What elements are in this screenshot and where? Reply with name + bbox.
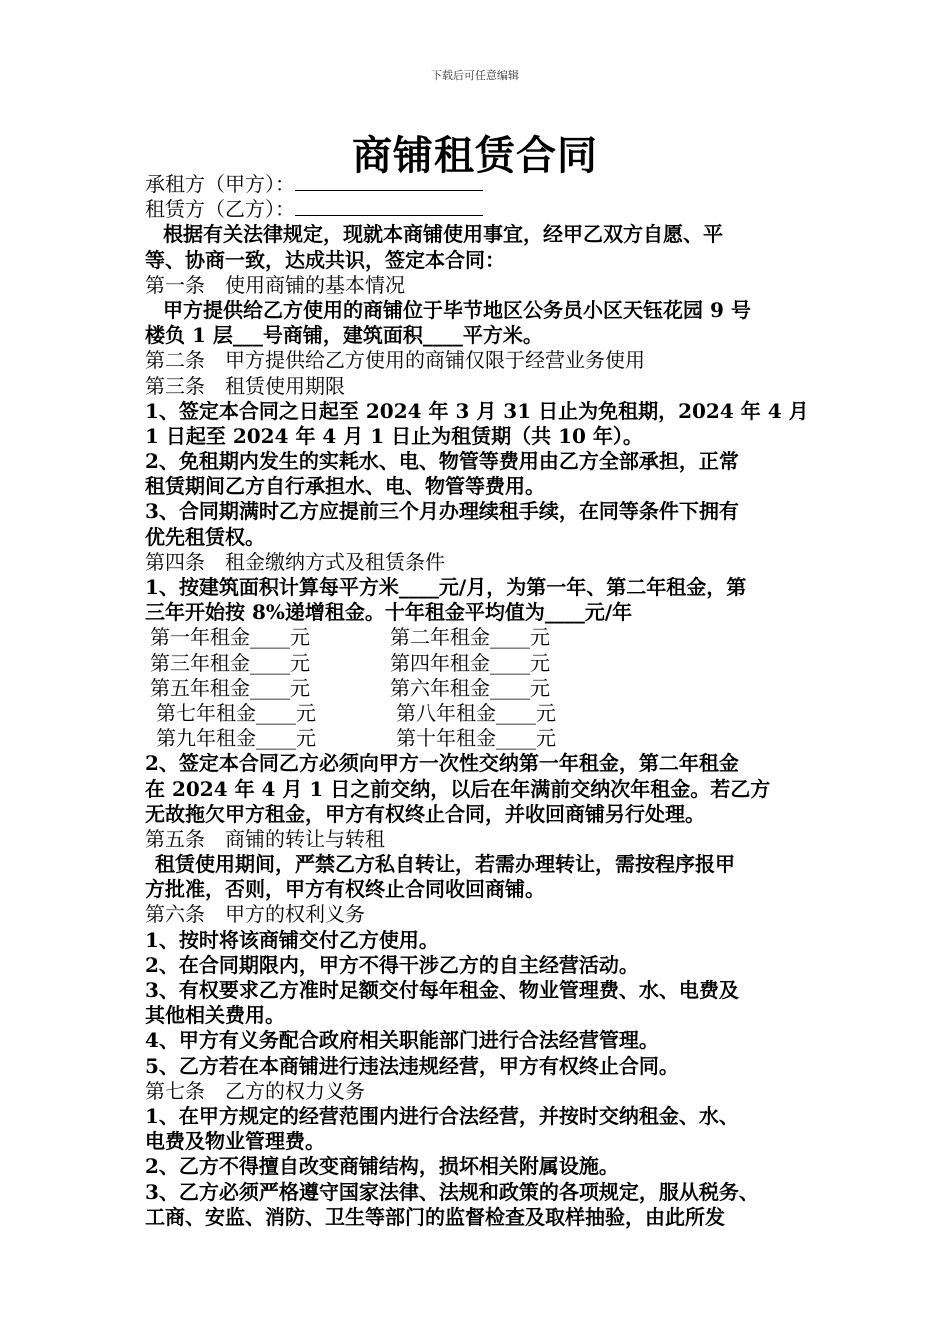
rent-row: [145, 676, 810, 701]
text-line: 方批准，否则，甲方有权终止合同收回商铺。: [145, 877, 545, 902]
rent-item: 第八年租金____元: [396, 700, 556, 725]
text-line: 1、在甲方规定的经营范围内进行合法经营，并按时交纳租金、水、: [145, 1103, 739, 1128]
rent-item: 第六年租金____元: [390, 675, 550, 700]
text-line: 第五条 商铺的转让与转租: [145, 826, 385, 851]
rent-item: 第七年租金____元: [156, 700, 316, 725]
text-line: 等、协商一致，达成共识，签定本合同：: [145, 247, 505, 272]
lessor-blank: [295, 172, 483, 191]
text-line: 2、签定本合同乙方必须向甲方一次性交纳第一年租金，第二年租金: [145, 751, 739, 776]
rent-row: [145, 625, 810, 650]
text-line: 根据有关法律规定，现就本商铺使用事宜，经甲乙双方自愿、平: [163, 222, 723, 247]
text-line: 第一条 使用商铺的基本情况: [145, 272, 405, 297]
text-line: 第三条 租赁使用期限: [145, 373, 345, 398]
text-line: 甲方提供给乙方使用的商铺位于毕节地区公务员小区天钰花园 9 号: [163, 297, 751, 322]
rent-row: [145, 701, 810, 726]
text-line: 2、免租期内发生的实耗水、电、物管等费用由乙方全部承担，正常: [145, 449, 739, 474]
text-line: 4、甲方有义务配合政府相关职能部门进行合法经营管理。: [145, 1028, 659, 1053]
clauses-part-1: [145, 222, 810, 625]
text-line: 1、按建筑面积计算每平方米____元/月，为第一年、第二年租金，第: [145, 575, 747, 599]
text-line: 工商、安监、消防、卫生等部门的监督检查及取样抽验，由此所发: [145, 1204, 725, 1229]
text-line: 1、签定本合同之日起至 2024 年 3 月 31 日止为免租期，2024 年 4 月: [145, 398, 809, 423]
text-line: 3、合同期满时乙方应提前三个月办理续租手续，在同等条件下拥有: [145, 499, 739, 524]
text-line: 优先租赁权。: [145, 524, 265, 549]
text-line: 3、乙方必须严格遵守国家法律、法规和政策的各项规定，服从税务、: [145, 1179, 759, 1204]
header-note: 下载后可任意编辑: [431, 69, 519, 82]
text-line: 电费及物业管理费。: [145, 1129, 325, 1154]
document-title: 商铺租赁合同: [352, 132, 598, 179]
rent-row: [145, 726, 810, 751]
rent-row: [145, 651, 810, 676]
clauses-part-2: [145, 751, 810, 1230]
text-line: 第六条 甲方的权利义务: [145, 902, 365, 927]
text-line: 2、乙方不得擅自改变商铺结构，损坏相关附属设施。: [145, 1154, 619, 1179]
text-line: 租赁期间乙方自行承担水、电、物管等费用。: [145, 474, 545, 499]
text-line: 2、在合同期限内，甲方不得干涉乙方的自主经营活动。: [145, 952, 639, 977]
lessee-blank: [295, 197, 483, 216]
rent-item: 第五年租金____元: [150, 675, 310, 700]
text-line: 第四条 租金缴纳方式及租赁条件: [145, 549, 445, 574]
rent-item: 第三年租金____元: [150, 650, 310, 675]
text-line: 租赁使用期间，严禁乙方私自转让，若需办理转让，需按程序报甲: [155, 852, 735, 877]
rent-item: 第一年租金____元: [150, 625, 310, 650]
text-line: 无故拖欠甲方租金，甲方有权终止合同，并收回商铺另行处理。: [145, 801, 705, 826]
rent-item: 第十年租金____元: [396, 726, 556, 751]
lessee-label: 租赁方（乙方）：: [145, 197, 295, 222]
contract-body: [145, 172, 810, 1230]
text-line: 三年开始按 8%递增租金。十年租金平均值为____元/年: [145, 600, 633, 625]
rent-item: 第四年租金____元: [390, 650, 550, 675]
text-line: 第二条 甲方提供给乙方使用的商铺仅限于经营业务使用: [145, 348, 645, 373]
text-line: 1、按时将该商铺交付乙方使用。: [145, 927, 439, 952]
lessee-line: [145, 197, 810, 222]
lessor-line: [145, 172, 810, 197]
text-line: 第七条 乙方的权力义务: [145, 1078, 365, 1103]
lessor-label: 承租方（甲方）：: [145, 172, 295, 196]
rent-item: 第二年租金____元: [390, 625, 550, 650]
annual-rent-list: [145, 625, 810, 751]
text-line: 5、乙方若在本商铺进行违法违规经营，甲方有权终止合同。: [145, 1053, 679, 1078]
text-line: 3、有权要求乙方准时足额交付每年租金、物业管理费、水、电费及: [145, 978, 739, 1002]
text-line: 楼负 1 层___号商铺，建筑面积____平方米。: [145, 323, 543, 348]
text-line: 其他相关费用。: [145, 1003, 285, 1028]
text-line: 1 日起至 2024 年 4 月 1 日止为租赁期（共 10 年）。: [145, 423, 643, 448]
text-line: 在 2024 年 4 月 1 日之前交纳，以后在年满前交纳次年租金。若乙方: [145, 776, 771, 801]
rent-item: 第九年租金____元: [156, 726, 316, 751]
